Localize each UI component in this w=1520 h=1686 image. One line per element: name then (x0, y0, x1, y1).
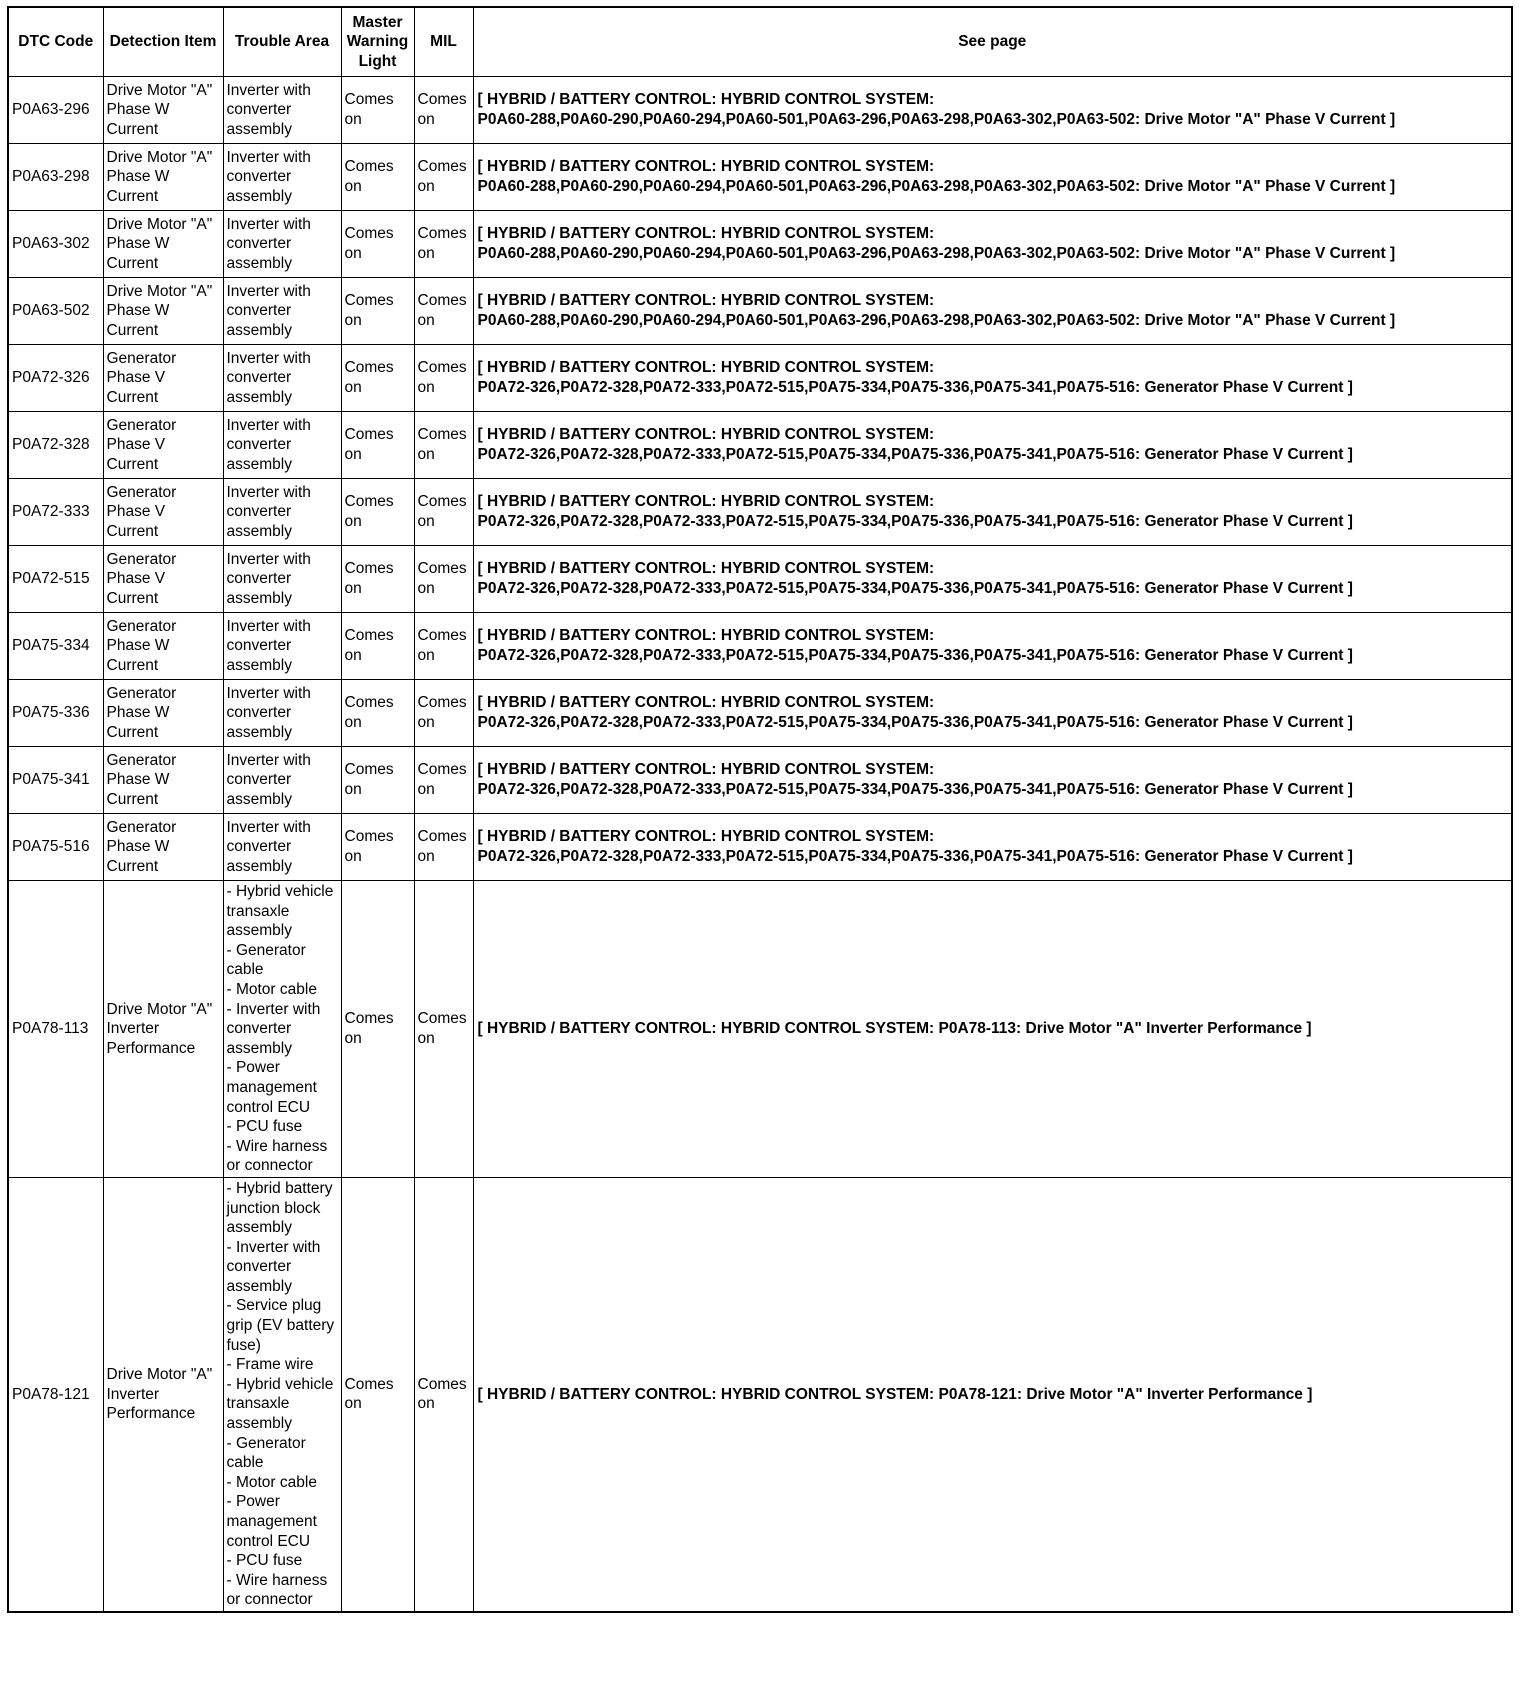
see-page-line-2: P0A72-326,P0A72-328,P0A72-333,P0A72-515,P0A75-334,P0A75-336,P0A75-341,P0A75-516: Generator Phase V Current ] (477, 781, 1353, 798)
master-warning-cell: Comes on (341, 144, 414, 211)
master-warning-cell: Comes on (341, 1177, 414, 1612)
see-page-line-2: P0A60-288,P0A60-290,P0A60-294,P0A60-501,P0A63-296,P0A63-298,P0A63-302,P0A63-502: Drive Motor "A" Phase V Current ] (477, 245, 1396, 262)
table-header-row (8, 7, 1512, 77)
master-warning-cell: Comes on (341, 479, 414, 546)
trouble-area-cell: Inverter with converter assembly (223, 747, 341, 814)
see-page-line-2: P0A60-288,P0A60-290,P0A60-294,P0A60-501,P0A63-296,P0A63-298,P0A63-302,P0A63-502: Drive Motor "A" Phase V Current ] (477, 312, 1396, 329)
mil-cell: Comes on (414, 479, 473, 546)
mil-cell: Comes on (414, 814, 473, 881)
table-row (8, 613, 1512, 680)
dtc-code-cell: P0A75-336 (8, 680, 103, 747)
table-row (8, 345, 1512, 412)
mil-cell: Comes on (414, 211, 473, 278)
see-page-line-1: [ HYBRID / BATTERY CONTROL: HYBRID CONTROL SYSTEM: (477, 426, 935, 444)
see-page-line-1: [ HYBRID / BATTERY CONTROL: HYBRID CONTROL SYSTEM: (477, 828, 935, 846)
see-page-line-2: P0A72-326,P0A72-328,P0A72-333,P0A72-515,P0A75-334,P0A75-336,P0A75-341,P0A75-516: Generator Phase V Current ] (477, 580, 1353, 597)
see-page-link[interactable] (473, 479, 1512, 546)
master-warning-cell: Comes on (341, 613, 414, 680)
trouble-area-cell: Inverter with converter assembly (223, 546, 341, 613)
trouble-area-cell: - Hybrid vehicle transaxle assembly - Generator cable - Motor cable - Inverter with converter assembly - Power management control ECU - PCU fuse - Wire harness or connector (223, 881, 341, 1178)
detection-item-cell: Drive Motor "A" Phase W Current (103, 144, 223, 211)
detection-item-cell: Generator Phase V Current (103, 412, 223, 479)
trouble-area-cell: Inverter with converter assembly (223, 680, 341, 747)
mil-cell: Comes on (414, 546, 473, 613)
trouble-area-cell: - Hybrid battery junction block assembly - Inverter with converter assembly - Service plug grip (EV battery fuse) - Frame wire - Hybrid vehicle transaxle assembly - Generator cable - Motor cable - Power management control ECU - PCU fuse - Wire harness or connector (223, 1177, 341, 1612)
table-row (8, 546, 1512, 613)
trouble-area-cell: Inverter with converter assembly (223, 77, 341, 144)
table-row (8, 747, 1512, 814)
see-page-line-2: P0A72-326,P0A72-328,P0A72-333,P0A72-515,P0A75-334,P0A75-336,P0A75-341,P0A75-516: Generator Phase V Current ] (477, 379, 1353, 396)
dtc-code-cell: P0A78-121 (8, 1177, 103, 1612)
table-row (8, 479, 1512, 546)
see-page-link[interactable] (473, 1177, 1512, 1612)
see-page-line-1: [ HYBRID / BATTERY CONTROL: HYBRID CONTROL SYSTEM: (477, 292, 935, 310)
see-page-line-1: [ HYBRID / BATTERY CONTROL: HYBRID CONTROL SYSTEM: P0A78-121: Drive Motor "A" Inverter Performance ] (477, 1385, 1313, 1403)
dtc-code-cell: P0A63-298 (8, 144, 103, 211)
table-row (8, 211, 1512, 278)
trouble-area-cell: Inverter with converter assembly (223, 144, 341, 211)
table-row (8, 144, 1512, 211)
see-page-line-2: P0A72-326,P0A72-328,P0A72-333,P0A72-515,P0A75-334,P0A75-336,P0A75-341,P0A75-516: Generator Phase V Current ] (477, 647, 1353, 664)
see-page-link[interactable] (473, 278, 1512, 345)
see-page-line-2: P0A72-326,P0A72-328,P0A72-333,P0A72-515,P0A75-334,P0A75-336,P0A75-341,P0A75-516: Generator Phase V Current ] (477, 513, 1353, 530)
see-page-link[interactable] (473, 881, 1512, 1178)
detection-item-cell: Drive Motor "A" Phase W Current (103, 77, 223, 144)
dtc-code-cell: P0A72-515 (8, 546, 103, 613)
table-row (8, 77, 1512, 144)
dtc-code-cell: P0A72-326 (8, 345, 103, 412)
dtc-code-cell: P0A72-333 (8, 479, 103, 546)
dtc-table (7, 6, 1513, 1613)
master-warning-cell: Comes on (341, 814, 414, 881)
trouble-area-cell: Inverter with converter assembly (223, 211, 341, 278)
detection-item-cell: Generator Phase V Current (103, 546, 223, 613)
table-row (8, 814, 1512, 881)
see-page-line-1: [ HYBRID / BATTERY CONTROL: HYBRID CONTROL SYSTEM: P0A78-113: Drive Motor "A" Inverter Performance ] (477, 1020, 1312, 1038)
dtc-code-cell: P0A75-341 (8, 747, 103, 814)
see-page-line-1: [ HYBRID / BATTERY CONTROL: HYBRID CONTROL SYSTEM: (477, 627, 935, 645)
trouble-area-cell: Inverter with converter assembly (223, 814, 341, 881)
see-page-link[interactable] (473, 747, 1512, 814)
mil-cell: Comes on (414, 345, 473, 412)
table-row (8, 680, 1512, 747)
master-warning-cell: Comes on (341, 546, 414, 613)
dtc-code-cell: P0A72-328 (8, 412, 103, 479)
dtc-code-cell: P0A63-502 (8, 278, 103, 345)
header-see-page: See page (473, 7, 1512, 77)
dtc-code-cell: P0A75-334 (8, 613, 103, 680)
see-page-link[interactable] (473, 814, 1512, 881)
master-warning-cell: Comes on (341, 412, 414, 479)
see-page-line-1: [ HYBRID / BATTERY CONTROL: HYBRID CONTROL SYSTEM: (477, 158, 935, 176)
trouble-area-cell: Inverter with converter assembly (223, 613, 341, 680)
see-page-link[interactable] (473, 77, 1512, 144)
dtc-code-cell: P0A75-516 (8, 814, 103, 881)
detection-item-cell: Drive Motor "A" Inverter Performance (103, 1177, 223, 1612)
master-warning-cell: Comes on (341, 881, 414, 1178)
master-warning-cell: Comes on (341, 747, 414, 814)
master-warning-cell: Comes on (341, 680, 414, 747)
dtc-code-cell: P0A78-113 (8, 881, 103, 1178)
see-page-link[interactable] (473, 144, 1512, 211)
mil-cell: Comes on (414, 613, 473, 680)
master-warning-cell: Comes on (341, 278, 414, 345)
see-page-line-1: [ HYBRID / BATTERY CONTROL: HYBRID CONTROL SYSTEM: (477, 91, 935, 109)
detection-item-cell: Drive Motor "A" Phase W Current (103, 278, 223, 345)
see-page-line-1: [ HYBRID / BATTERY CONTROL: HYBRID CONTROL SYSTEM: (477, 359, 935, 377)
header-trouble-area: Trouble Area (223, 7, 341, 77)
mil-cell: Comes on (414, 881, 473, 1178)
header-dtc-code: DTC Code (8, 7, 103, 77)
trouble-area-cell: Inverter with converter assembly (223, 278, 341, 345)
mil-cell: Comes on (414, 747, 473, 814)
trouble-area-cell: Inverter with converter assembly (223, 345, 341, 412)
detection-item-cell: Drive Motor "A" Inverter Performance (103, 881, 223, 1178)
see-page-line-2: P0A72-326,P0A72-328,P0A72-333,P0A72-515,P0A75-334,P0A75-336,P0A75-341,P0A75-516: Generator Phase V Current ] (477, 848, 1353, 865)
detection-item-cell: Generator Phase V Current (103, 479, 223, 546)
header-master-warning-light: Master Warning Light (341, 7, 414, 77)
see-page-link[interactable] (473, 345, 1512, 412)
table-row (8, 881, 1512, 1178)
see-page-line-1: [ HYBRID / BATTERY CONTROL: HYBRID CONTROL SYSTEM: (477, 560, 935, 578)
mil-cell: Comes on (414, 680, 473, 747)
see-page-line-2: P0A60-288,P0A60-290,P0A60-294,P0A60-501,P0A63-296,P0A63-298,P0A63-302,P0A63-502: Drive Motor "A" Phase V Current ] (477, 178, 1396, 195)
master-warning-cell: Comes on (341, 77, 414, 144)
dtc-code-cell: P0A63-302 (8, 211, 103, 278)
see-page-link[interactable] (473, 211, 1512, 278)
see-page-link[interactable] (473, 680, 1512, 747)
mil-cell: Comes on (414, 77, 473, 144)
mil-cell: Comes on (414, 412, 473, 479)
trouble-area-cell: Inverter with converter assembly (223, 479, 341, 546)
trouble-area-cell: Inverter with converter assembly (223, 412, 341, 479)
detection-item-cell: Generator Phase W Current (103, 814, 223, 881)
detection-item-cell: Drive Motor "A" Phase W Current (103, 211, 223, 278)
table-row (8, 1177, 1512, 1612)
header-detection-item: Detection Item (103, 7, 223, 77)
see-page-line-2: P0A72-326,P0A72-328,P0A72-333,P0A72-515,P0A75-334,P0A75-336,P0A75-341,P0A75-516: Generator Phase V Current ] (477, 714, 1353, 731)
see-page-line-1: [ HYBRID / BATTERY CONTROL: HYBRID CONTROL SYSTEM: (477, 694, 935, 712)
see-page-line-1: [ HYBRID / BATTERY CONTROL: HYBRID CONTROL SYSTEM: (477, 225, 935, 243)
see-page-link[interactable] (473, 613, 1512, 680)
detection-item-cell: Generator Phase W Current (103, 613, 223, 680)
see-page-line-2: P0A60-288,P0A60-290,P0A60-294,P0A60-501,P0A63-296,P0A63-298,P0A63-302,P0A63-502: Drive Motor "A" Phase V Current ] (477, 111, 1396, 128)
see-page-line-2: P0A72-326,P0A72-328,P0A72-333,P0A72-515,P0A75-334,P0A75-336,P0A75-341,P0A75-516: Generator Phase V Current ] (477, 446, 1353, 463)
detection-item-cell: Generator Phase W Current (103, 747, 223, 814)
detection-item-cell: Generator Phase V Current (103, 345, 223, 412)
mil-cell: Comes on (414, 278, 473, 345)
table-row (8, 278, 1512, 345)
mil-cell: Comes on (414, 1177, 473, 1612)
dtc-code-cell: P0A63-296 (8, 77, 103, 144)
see-page-link[interactable] (473, 412, 1512, 479)
see-page-link[interactable] (473, 546, 1512, 613)
mil-cell: Comes on (414, 144, 473, 211)
table-row (8, 412, 1512, 479)
see-page-line-1: [ HYBRID / BATTERY CONTROL: HYBRID CONTROL SYSTEM: (477, 493, 935, 511)
master-warning-cell: Comes on (341, 345, 414, 412)
header-mil: MIL (414, 7, 473, 77)
detection-item-cell: Generator Phase W Current (103, 680, 223, 747)
master-warning-cell: Comes on (341, 211, 414, 278)
see-page-line-1: [ HYBRID / BATTERY CONTROL: HYBRID CONTROL SYSTEM: (477, 761, 935, 779)
